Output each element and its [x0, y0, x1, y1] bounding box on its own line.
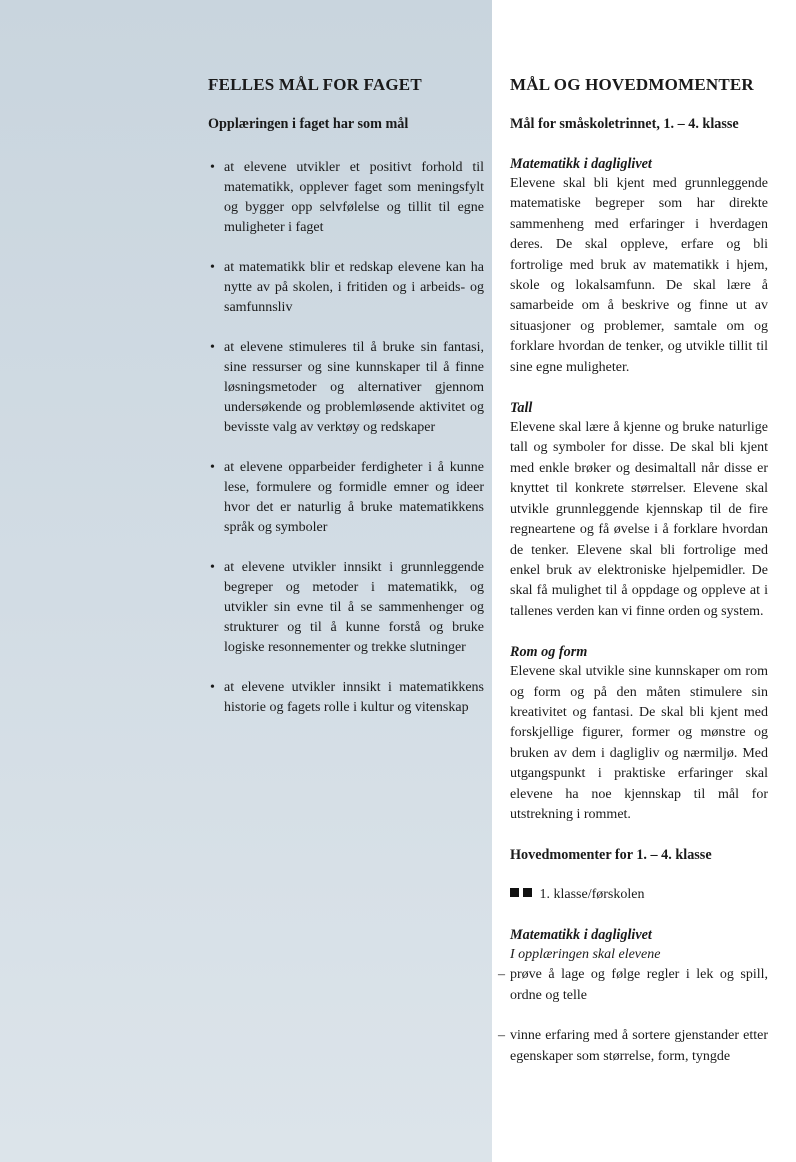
section-title-daily-life: Matematikk i dagliglivet: [510, 156, 652, 172]
primary-level-subheading: Mål for småskoletrinnet, 1. – 4. klasse: [510, 116, 739, 132]
goals-main-points-heading: MÅL OG HOVEDMOMENTER: [510, 75, 754, 94]
dash-item: [498, 1026, 768, 1067]
grade-label: [510, 885, 768, 905]
intro-line: I opplæringen skal elevene: [510, 947, 661, 963]
dash-item: [498, 965, 768, 1006]
goals-list: [208, 158, 484, 718]
goal-text: at elevene stimuleres til å bruke sin fantasi, sine ressurser og sine kunnskaper til å finne løsningsmetoder og alternativer gjennom undersøkende og problemløsende aktivitet og bevisste valg av verktøy og redskaper: [224, 340, 484, 435]
goal-item: [208, 678, 484, 718]
dash: –: [498, 967, 505, 983]
goal-item: [208, 458, 484, 538]
bullet: •: [210, 260, 215, 275]
goal-text: at elevene utvikler innsikt i matematikkens historie og fagets rolle i kultur og vitenskap: [224, 680, 484, 715]
main-points-heading: Hovedmomenter for 1. – 4. klasse: [510, 847, 712, 864]
dash-item-text: vinne erfaring med å sortere gjenstander etter egenskaper som størrelse, form, tyngde: [510, 1028, 768, 1064]
goal-text: at elevene utvikler innsikt i grunnleggende begreper og metoder i matematikk, og utvikler sin evne til å se sammenhenger og strukturer og til å kunne forstå og bruke logiske resonnementer og trekke slutninger: [224, 560, 484, 655]
goal-text: at matematikk blir et redskap elevene kan ha nytte av på skolen, i fritiden og i arbeids- og samfunnsliv: [224, 260, 484, 315]
section-text-numbers: Elevene skal lære å kjenne og bruke naturlige tall og symboler for disse. De skal bli kjent med enkle brøker og desimaltall når disse er knyttet til konkrete størrelser. Elevene skal utvikle grunnleggende kjennskap til de fire regneartene og få øvelse i å forklare hvordan de tenker. Elevene skal bli fortrolige med enkel bruk av elektroniske hjelpemidler. De skal få mulighet til å oppdage og oppleve at i tallenes verden kan vi finne orden og system.: [510, 420, 768, 619]
common-goals-subheading: Opplæringen i faget har som mål: [208, 116, 409, 132]
goal-item: [208, 338, 484, 438]
goal-text: at elevene utvikler et positivt forhold til matematikk, opplever faget som meningsfylt og bygger opp selvfølelse og tillit til egne muligheter i faget: [224, 160, 484, 235]
goal-text: at elevene opparbeider ferdigheter i å kunne lese, formulere og formidle emner og ideer hvor det er naturlig å bruke matematikkens språk og symboler: [224, 460, 484, 535]
dash-list: [498, 965, 768, 1067]
bullet: •: [210, 160, 215, 175]
daily-life-subsection-title: Matematikk i dagliglivet: [510, 927, 652, 944]
common-goals-heading: FELLES MÅL FOR FAGET: [208, 75, 422, 94]
goal-item: [208, 258, 484, 318]
bullet: •: [210, 340, 215, 355]
goal-item: [208, 158, 484, 238]
grade-label-text: 1. klasse/førskolen: [539, 887, 645, 903]
bullet: •: [210, 680, 215, 695]
goals-and-main-points-column: [498, 72, 768, 1087]
dash-item-text: prøve å lage og følge regler i lek og spill, ordne og telle: [510, 967, 768, 1003]
section-text-daily-life: Elevene skal bli kjent med grunnleggende matematiske begreper som har direkte sammenheng med erfaringer i hverdagen deres. De skal oppleve, erfare og bli fortrolige med bruk av matematikk i hjem, skole og lokalsamfunn. De skal lære å samarbeide om å beskrive og finne ut av situasjoner og problemer, samtale om og forklare hvordan de tenker, og utvikle tillit til sine egne muligheter.: [510, 176, 768, 375]
bullet: •: [210, 560, 215, 575]
section-title-space-form: Rom og form: [510, 644, 588, 661]
goal-item: [208, 558, 484, 658]
section-text-space-form: Elevene skal utvikle sine kunnskaper om rom og form og på den måten stimulere sin kreativitet og fantasi. De skal bli kjent med forskjellige figurer, former og mønstre og bruken av dem i dagligliv og nærmiljø. Med utgangspunkt i praktiske erfaringer skal elevene ha noe kjennskap til mål for utstrekning i rommet.: [510, 664, 768, 822]
bullet: •: [210, 460, 215, 475]
common-goals-column: [208, 72, 484, 738]
square-bullet-icon: [510, 888, 519, 897]
section-title-numbers: Tall: [510, 400, 533, 417]
dash: –: [498, 1028, 505, 1044]
square-bullet-icon: [523, 888, 532, 897]
